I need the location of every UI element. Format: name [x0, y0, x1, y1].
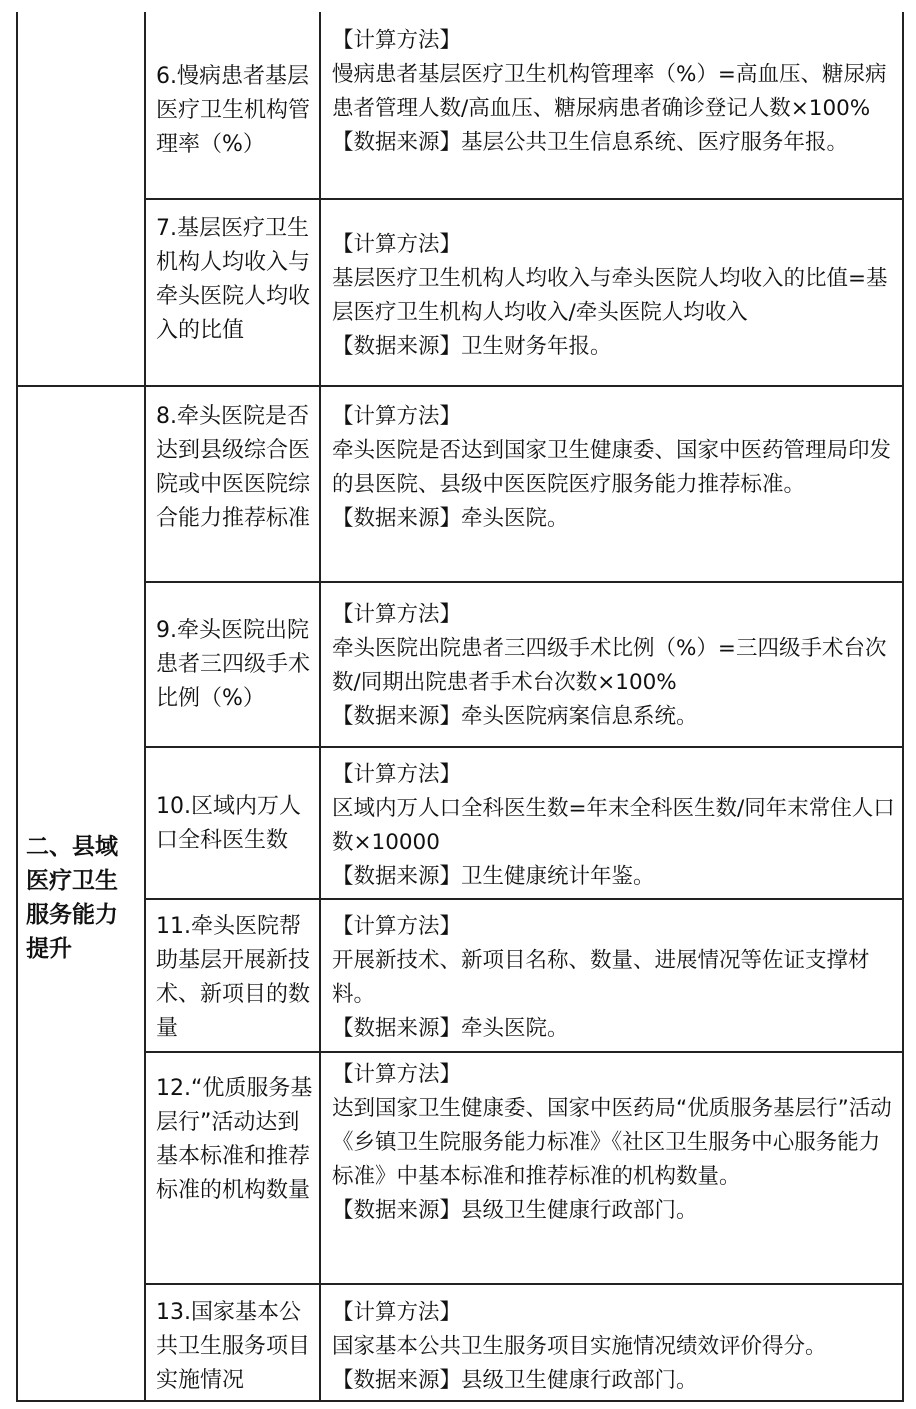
method-label: 【计算方法】	[332, 232, 462, 257]
method-text: 达到国家卫生健康委、国家中医药局“优质服务基层行”活动《乡镇卫生院服务能力标准》《社区卫生服务中心服务能力标准》中基本标准和推荐标准的机构数量。	[332, 1096, 892, 1189]
row-divider	[144, 898, 904, 900]
row-divider	[144, 1051, 904, 1053]
method-label: 【计算方法】	[332, 762, 462, 787]
indicator-name: 10.区域内万人口全科医生数	[156, 794, 301, 853]
method-label: 【计算方法】	[332, 404, 462, 429]
method-text: 慢病患者基层医疗卫生机构管理率（%）=高血压、糖尿病患者管理人数/高血压、糖尿病患者确诊登记人数×100%	[332, 62, 887, 121]
data-source: 【数据来源】牵头医院。	[332, 1016, 569, 1041]
method-text: 区域内万人口全科医生数=年末全科医生数/同年末常住人口数×10000	[332, 796, 895, 855]
data-source: 【数据来源】卫生健康统计年鉴。	[332, 864, 655, 889]
indicator-name: 8.牵头医院是否达到县级综合医院或中医医院综合能力推荐标准	[156, 404, 311, 531]
indicator-name: 6.慢病患者基层医疗卫生机构管理率（%）	[156, 64, 311, 157]
row-divider	[144, 1283, 904, 1285]
method-label: 【计算方法】	[332, 28, 462, 53]
indicator-name: 13.国家基本公共卫生服务项目实施情况	[156, 1300, 311, 1393]
indicator-description	[322, 598, 904, 734]
method-text: 国家基本公共卫生服务项目实施情况绩效评价得分。	[332, 1334, 827, 1359]
data-source: 【数据来源】基层公共卫生信息系统、医疗服务年报。	[332, 130, 849, 155]
method-text: 牵头医院是否达到国家卫生健康委、国家中医药管理局印发的县医院、县级中医医院医疗服务能力推荐标准。	[332, 438, 892, 497]
indicator-description	[322, 910, 904, 1046]
indicator-description	[322, 1296, 904, 1398]
method-text: 基层医疗卫生机构人均收入与牵头医院人均收入的比值=基层医疗卫生机构人均收入/牵头医院人均收入	[332, 266, 888, 325]
row-divider	[144, 198, 904, 200]
row-divider	[144, 746, 904, 748]
data-source: 【数据来源】牵头医院病案信息系统。	[332, 704, 698, 729]
method-label: 【计算方法】	[332, 1300, 462, 1325]
row-divider	[144, 581, 904, 583]
method-label: 【计算方法】	[332, 1062, 462, 1087]
indicator-table	[16, 12, 904, 1402]
indicator-name: 7.基层医疗卫生机构人均收入与牵头医院人均收入的比值	[156, 216, 311, 343]
method-label: 【计算方法】	[332, 602, 462, 627]
indicator-description	[322, 228, 904, 364]
method-text: 牵头医院出院患者三四级手术比例（%）=三四级手术台次数/同期出院患者手术台次数×100%	[332, 636, 887, 695]
method-text: 开展新技术、新项目名称、数量、进展情况等佐证支撑材料。	[332, 948, 870, 1007]
method-label: 【计算方法】	[332, 914, 462, 939]
indicator-name: 9.牵头医院出院患者三四级手术比例（%）	[156, 618, 311, 711]
section-divider	[16, 385, 904, 387]
data-source: 【数据来源】卫生财务年报。	[332, 334, 612, 359]
indicator-description	[322, 400, 904, 536]
data-source: 【数据来源】县级卫生健康行政部门。	[332, 1368, 698, 1393]
data-source: 【数据来源】县级卫生健康行政部门。	[332, 1198, 698, 1223]
indicator-description	[322, 758, 904, 894]
indicator-name: 11.牵头医院帮助基层开展新技术、新项目的数量	[156, 914, 311, 1041]
table-border-left	[16, 12, 18, 1402]
category-label: 二、县域医疗卫生服务能力提升	[26, 834, 118, 962]
data-source: 【数据来源】牵头医院。	[332, 506, 569, 531]
indicator-name: 12.“优质服务基层行”活动达到基本标准和推荐标准的机构数量	[156, 1076, 313, 1203]
indicator-description	[322, 1058, 904, 1228]
indicator-description	[322, 24, 904, 160]
table-border-bottom	[16, 1400, 904, 1402]
